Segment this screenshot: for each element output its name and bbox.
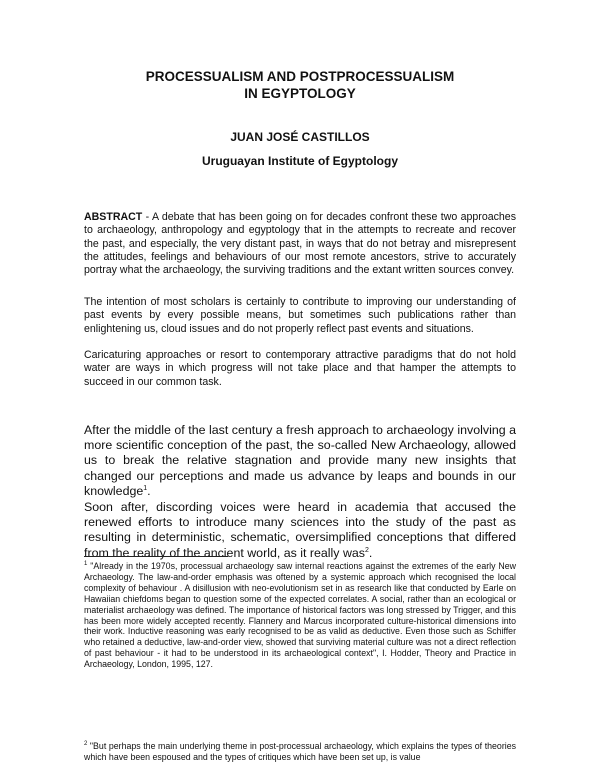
footnote-text-1: "Already in the 1970s, processual archaeology saw internal reactions against the extremes of the early New Archaeology. The law-and-order emphasis was oftened by a systemic approach which recognised the local complexity of behaviour . A disillusion with neo-evolutionism set in as research like that conducted by Earle on Hawaiian chiefdoms began to question some of the expected correlates. A social, rather than an ecological or materialist archaeology was defined. The importance of historical factors was long stressed by Trigger, and this has been more widely accepted recently. Flannery and Marcus incorporated culture-historical dimensions into their work. Inductive reasoning was early recognised to be as valid as deductive. Even those such as Schiffer who retained a deductive, law-and-order view, showed that surviving material culture was not a direct reflection of past behaviour - it had to be understood in its archaeological context", I. Hodder, Theory and Practice in Archaeology, London, 1995, 127. xyxy=(84,561,516,670)
abstract-paragraph-2: The intention of most scholars is certainly to contribute to improving our understanding of past events by every possible means, but sometimes such publications rather than enlightening us, cloud issues and do not properly reflect past events and situations. xyxy=(84,296,516,335)
abstract-paragraph-3: Caricaturing approaches or resort to contemporary attractive paradigms that do not hold water are ways in which progress will not take place and that hamper the attempts to succeed in our common task. xyxy=(84,349,516,388)
paper-title-line-1: PROCESSUALISM AND POSTPROCESSUALISM xyxy=(145,69,455,84)
footnote-1 xyxy=(84,561,516,670)
footnote-2 xyxy=(84,741,516,763)
body-text-1-end: . xyxy=(147,483,151,498)
body-text-1: After the middle of the last century a fresh approach to archaeology involving a more scientific conception of the past, the so-called New Archaeology, allowed us to break the relative stagnation and provide many new insights that changed our perceptions and made us advance by leaps and bounds in our knowledge xyxy=(84,423,516,498)
footnote-text-2: "But perhaps the main underlying theme in post-processual archaeology, which explains the types of theories which have been espoused and the types of critiques which have been set up, is value xyxy=(84,741,516,762)
abstract-paragraph-1 xyxy=(84,211,516,277)
footnote-separator xyxy=(84,556,228,557)
abstract-label: ABSTRACT xyxy=(84,211,143,223)
footnote-number-2: 2 xyxy=(84,741,88,747)
body-text-2: Soon after, discording voices were heard in academia that accused the renewed efforts to introduce many sciences into the study of the past as resulting in deterministic, schematic, oversimplified conceptions that differed from the reality of the ancient world, as it really was xyxy=(84,500,516,560)
author-affiliation: Uruguayan Institute of Egyptology xyxy=(201,154,398,168)
body-paragraph-2 xyxy=(84,500,516,561)
body-text-2-end: . xyxy=(368,545,373,560)
footnote-ref-1[interactable]: 1 xyxy=(143,484,148,492)
paper-title-line-2: IN EGYPTOLOGY xyxy=(244,86,356,101)
footnote-number-1: 1 xyxy=(84,561,88,567)
footnote-ref-2[interactable]: 2 xyxy=(364,546,369,554)
body-paragraph-1 xyxy=(84,423,516,499)
author-name: JUAN JOSÉ CASTILLOS xyxy=(230,130,370,144)
abstract-text-1: - A debate that has been going on for decades confront these two approaches to archaeology, anthropology and egyptology that in the attempts to recreate and recover the past, and especially, the very distant past, in ways that do not betray and misrepresent the attitudes, feelings and behaviours of our most remote ancestors, strive to accurately portray what the archaeology, the surviving traditions and the extant written sources convey. xyxy=(84,211,516,277)
